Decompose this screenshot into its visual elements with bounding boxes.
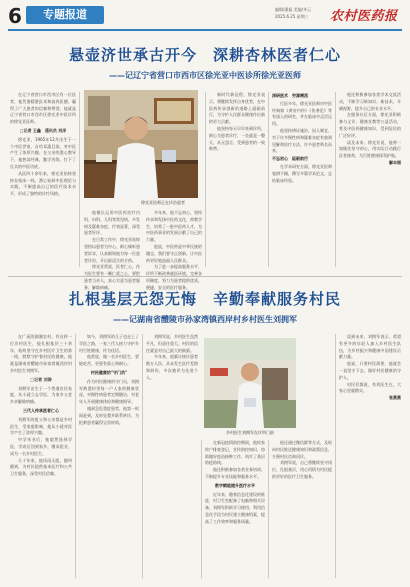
paragraph: 几十年来，他风雨无阻，随叫随到，为村民提供基本医疗和公共卫生服务，深受村民信赖。: [10, 457, 72, 477]
paragraph: 近年来，随着信息化建设的推进，村卫生室配备了电脑和相关设备，刘拥军积极学习使用，利用信息化手段为村民建立健康档案，提高了工作效率和服务质量。: [205, 491, 265, 524]
paragraph: 在新冠疫情防控期间，他挨家挨户排查登记，宣传防控知识，协助做好疫苗接种工作，筑牢了基层防疫防线。: [205, 440, 265, 466]
column-divider: [201, 440, 202, 578]
column-divider: [335, 92, 336, 267]
article2-headline: 扎根基层无怨无悔 辛勤奉献服务村民: [68, 290, 341, 308]
article2-col-6: [339, 334, 401, 580]
article2-byline: 张燕燕: [389, 395, 401, 401]
article2-col-3: [146, 334, 198, 580]
paper-logo: 农村医药报: [330, 9, 398, 24]
paragraph: 在服务社区方面，徐光亚积极参与义诊、健康宣教等公益活动，普及中医药健康知识，受到居民的广泛好评。: [339, 112, 401, 138]
article2-subheadline: ——记湖南省醴陵市孙家湾镇西岸村乡村医生刘拥军: [113, 315, 297, 324]
article2-author: □记者 刘涛: [30, 376, 52, 382]
editor-meta: [275, 6, 311, 20]
article2-photo: [204, 338, 296, 428]
article2-col-4: [205, 440, 265, 580]
article1-photo-caption: 徐光亚医师正在诊治患者: [141, 200, 185, 205]
page-header: [0, 0, 410, 30]
paragraph: 刘拥军说，自己将继续坚守岗位，扎根基层，用心用情为村民提供更好的医疗卫生服务。: [272, 460, 332, 479]
paragraph: 多年来，他累计接诊患者数万人次，从未发生医疗差错和纠纷，多次被评为先进个人。: [146, 354, 198, 380]
article1-subheading: 深研医术 穷源溯流: [272, 93, 308, 98]
article1-photo: [84, 90, 198, 198]
article2-col-1: [10, 334, 72, 580]
paragraph: 从医四十余年来，徐光亚始终坚持在临床一线，潜心钻研中医理论与实践，不断提高自己的医疗技术水平，形成了独特的诊疗风格。: [10, 170, 76, 197]
paragraph: 谈到未来，刘拥军表示，希望有更多的年轻人加入乡村医生队伍，为乡村振兴和健康中国建设贡献力量。: [339, 334, 401, 360]
paragraph: 如今，刘拥军的儿子也走上了学医之路，一家三代人接力守护乡村百姓健康，传为佳话。: [79, 334, 139, 353]
article1-col-4: [209, 92, 265, 270]
paragraph: 新时代新征程，徐光亚表示，将继续发挥自身优势，在中医药传承创新的道路上砥砺前行，为守护人民群众健康作出新的更大贡献。: [209, 92, 265, 125]
article1-author: □记者 王鑫 通讯员 刘洋: [19, 127, 67, 133]
article1-subheadline: ——记辽宁省营口市西市区徐光亚中医诊所徐光亚医师: [109, 71, 301, 80]
paragraph: 他说，中医药是中华民族的瑰宝，我们要守正创新，让中医药更好地造福人民群众。: [146, 243, 202, 263]
article1-byline: 解丰丽: [389, 159, 401, 165]
page-number: 6: [8, 4, 22, 28]
paragraph: 遇到急危重症患者，他第一时间赶到，及时处置并联系转诊，为抢救患者赢得宝贵时间。: [79, 405, 139, 425]
paragraph: 刘拥军出生于一个普通农民家庭，从小就立志学医，为家乡父老乡亲解除病痛。: [10, 385, 72, 405]
paragraph: 行医多年，徐光亚医师对中医经典如《黄帝内经》《伤寒论》等有深入的研究，并在临床中灵活运用。: [272, 100, 332, 127]
editor-line: 编辑/潘磊 美编/齐云: [275, 7, 311, 12]
paragraph: 刘拥军的祖父和父亲都是乡村医生，受家庭影响，他从小就对医学产生了浓厚兴趣。: [10, 416, 72, 436]
paragraph: 他还积极参加各类学术交流活动，不断学习新知识、新技术，开阔视野，提升自己的专业水平。: [339, 92, 401, 111]
article1-col-1: [10, 92, 76, 270]
column-divider: [268, 440, 269, 578]
paragraph: 作为村民健康的守门员，刘拥军熟悉村里每一户人家的健康状况，对慢性病患者定期随访，对老年人开展健康体检和健康指导。: [79, 378, 139, 405]
paragraph: 徐光亚常说，医者仁心，作为医生要有一颗仁爱之心，要把患者当亲人，真心实意为患者服务，解除病痛。: [84, 264, 140, 290]
column-divider: [335, 334, 336, 578]
article2-subheading: 数字赋能提升医疗水平: [215, 482, 255, 488]
paragraph: 他还通过微信群等方式，及时向村民推送健康知识和政策信息，方便村民咨询问诊。: [272, 440, 332, 459]
paragraph: 他坚持辨证施治，因人制宜，对于许多慢性病和疑难杂症有独到见解和治疗方法，许多患者慕名而来。: [272, 127, 332, 154]
article2-col-5: [272, 440, 332, 580]
paragraph: 他还积极参加各类业务培训，不断提升专业技能和服务水平。: [205, 467, 265, 479]
article1-subheading: 不忘初心 砥砺前行: [272, 156, 308, 162]
paragraph: 在辽宁省营口市西市区有一位医者，他凭借精湛医术和高尚医德，赢得了广大患者的信赖和赞誉。他就是辽宁省营口市西市区徐光亚中医诊所的徐光亚医师。: [10, 92, 76, 125]
date-line: 2025.6.25 星期三: [275, 14, 309, 19]
paragraph: 村民们都说，有刘医生在，大家心里就踏实。: [339, 381, 401, 394]
paragraph: 为了进一步提高服务水平，诊所不断改善就医环境，完善各项制度，努力为患者提供优质、便捷、安全的医疗服务。: [146, 264, 202, 290]
paragraph: 在日常工作中，徐光亚始终坚持以患者为中心，耐心倾听患者诉求，认真细致地为每一位患者诊治，开出最适合的方药。: [84, 237, 140, 263]
paragraph: 他说，只要村民需要，他就会一直坚守下去，做好村民健康的守护人。: [339, 361, 401, 380]
section-badge: 专题报道: [26, 6, 104, 24]
article2-col-2: [79, 334, 139, 580]
header-rule: [8, 29, 402, 31]
paragraph: 多年来，他不忘初心，坚持传承和发扬中医药文化，带教学生，培养了一批中医药人才，为中医药事业的发展贡献了自己的力量。: [146, 210, 202, 243]
column-divider: [268, 92, 269, 267]
paragraph: 在广袤的湖湘农村，有这样一位乡村医生，他扎根基层三十余年，始终坚守在乡村医疗卫生的第一线，默默守护着村民的健康。他就是湖南省醴陵市孙家湾镇西岸村乡村医生刘拥军。: [10, 334, 72, 373]
paragraph: 他坚持每天早早来到诊所，耐心为患者诊疗，一坐就是一整天，从无怨言，受到患者的一致称赞。: [209, 125, 265, 152]
village-doctor-photo: [204, 338, 296, 428]
article1-col-5: [272, 92, 332, 270]
article-separator: [8, 276, 402, 277]
paragraph: 他常说，做一名乡村医生，要能吃苦，更要有爱心和耐心。: [79, 354, 139, 367]
column-divider: [79, 92, 80, 267]
article1-col-2: [84, 210, 140, 290]
column-divider: [75, 334, 76, 578]
paragraph: 谈及未来，徐光亚说，他将一如既往坚守初心，用实际行动践行医者使命，为百姓健康保驾护航。: [339, 139, 401, 159]
article2-photo-caption: 乡村医生刘拥军在诊所门前: [226, 430, 274, 435]
article2-subheading: 三代人传承医者仁心: [23, 407, 59, 413]
paragraph: 他擅长运用中医药治疗内科、妇科、儿科等常见病、多发病及疑难杂症，疗效显著，深受患者好评。: [84, 210, 140, 236]
article2-subheading: 村民健康的"守门员": [90, 369, 128, 375]
paragraph: 刘拥军说，乡村医生虽然平凡，但责任重大，村民的信任就是对自己最大的鼓励。: [146, 334, 198, 353]
doctor-at-desk-photo: [84, 90, 198, 198]
article1-col-6: [339, 92, 401, 270]
paragraph: 徐光亚，1965年12月出生于一个中医世家，自幼耳濡目染，对中医产生了浓厚兴趣。在父亲的悉心教导下，他熟读经典，勤学苦练，打下了扎实的中医功底。: [10, 136, 76, 169]
paragraph: 在学术研究方面，徐光亚医师笔耕不辍，撰写多篇学术论文，总结临床经验。: [272, 163, 332, 183]
article1-col-3: [146, 210, 202, 290]
paragraph: 中学毕业后，他毅然选择学医，学成后回到家乡，继承祖业，成为一名乡村医生。: [10, 437, 72, 456]
article1-headline: 悬壶济世承古开今 深耕杏林医者仁心: [68, 46, 341, 64]
column-divider: [142, 334, 143, 578]
column-divider: [205, 92, 206, 267]
